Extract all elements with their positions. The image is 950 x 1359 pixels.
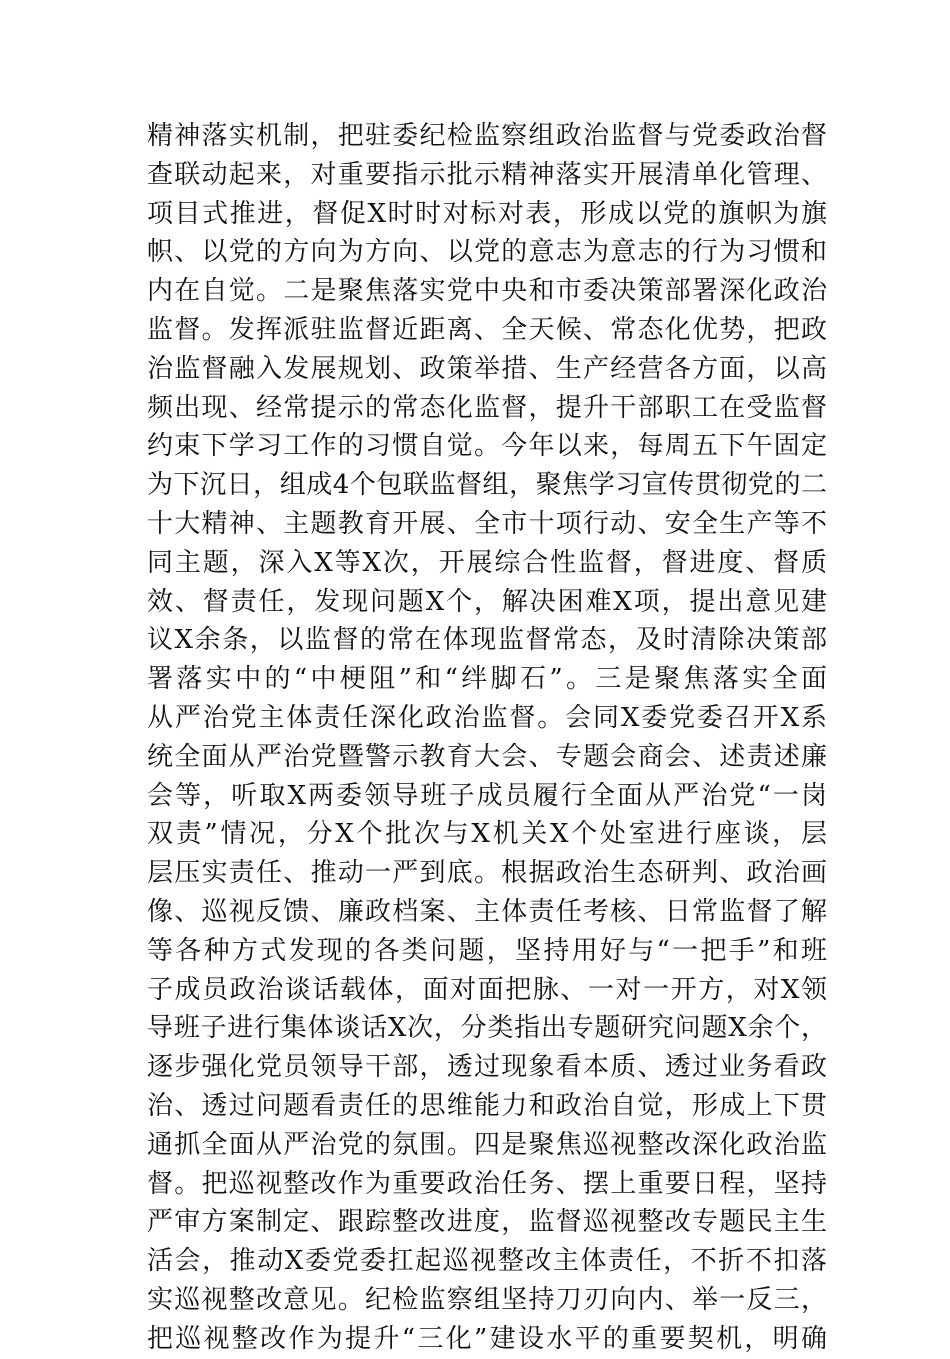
text-line: 督。把巡视整改作为重要政治任务、摆上重要日程，坚持 <box>147 1168 827 1199</box>
text-line: 监督。发挥派驻监督近距离、全天候、常态化优势，把政 <box>147 314 827 345</box>
text-line: 从严治党主体责任深化政治监督。会同X委党委召开X系 <box>147 702 827 733</box>
text-line: 治、透过问题看责任的思维能力和政治自觉，形成上下贯 <box>147 1090 827 1121</box>
text-line: 双责”情况，分X个批次与X机关X个处室进行座谈，层 <box>147 819 827 850</box>
text-line: 同主题，深入X等X次，开展综合性监督，督进度、督质 <box>147 547 827 578</box>
text-line: 治监督融入发展规划、政策举措、生产经营各方面，以高 <box>147 353 827 384</box>
text-line: 约束下学习工作的习惯自觉。今年以来，每周五下午固定 <box>147 431 827 462</box>
text-line: 通抓全面从严治党的氛围。四是聚焦巡视整改深化政治监 <box>147 1129 827 1160</box>
text-line: 查联动起来，对重要指示批示精神落实开展清单化管理、 <box>147 159 827 190</box>
text-line: 像、巡视反馈、廉政档案、主体责任考核、日常监督了解 <box>147 896 827 927</box>
text-line: 会等，听取X两委领导班子成员履行全面从严治党“一岗 <box>147 780 827 811</box>
text-line: 层压实责任、推动一严到底。根据政治生态研判、政治画 <box>147 858 827 889</box>
text-line: 频出现、经常提示的常态化监督，提升干部职工在受监督 <box>147 392 827 423</box>
text-line: 议X余条，以监督的常在体现监督常态，及时清除决策部 <box>147 625 827 656</box>
text-line: 活会，推动X委党委扛起巡视整改主体责任，不折不扣落 <box>147 1246 827 1277</box>
text-line: 为下沉日，组成4个包联监督组，聚焦学习宣传贯彻党的二 <box>147 470 827 501</box>
text-line: 内在自觉。二是聚焦落实党中央和市委决策部署深化政治 <box>147 276 827 307</box>
text-line: 子成员政治谈话载体，面对面把脉、一对一开方，对X领 <box>147 974 827 1005</box>
text-line: 统全面从严治党暨警示教育大会、专题会商会、述责述廉 <box>147 741 827 772</box>
text-line: 精神落实机制，把驻委纪检监察组政治监督与党委政治督 <box>147 121 827 151</box>
text-line: 导班子进行集体谈话X次，分类指出专题研究问题X余个， <box>147 1013 827 1044</box>
text-line: 严审方案制定、跟踪整改进度，监督巡视整改专题民主生 <box>147 1207 827 1238</box>
text-line: 帜、以党的方向为方向、以党的意志为意志的行为习惯和 <box>147 237 827 268</box>
text-line: 效、督责任，发现问题X个，解决困难X项，提出意见建 <box>147 586 827 617</box>
text-line: 项目式推进，督促X时时对标对表，形成以党的旗帜为旗 <box>147 198 827 229</box>
text-line: 署落实中的“中梗阻”和“绊脚石”。三是聚焦落实全面 <box>147 664 827 695</box>
text-line: 把巡视整改作为提升“三化”建设水平的重要契机，明确 <box>147 1323 827 1354</box>
text-line: 等各种方式发现的各类问题，坚持用好与“一把手”和班 <box>147 935 827 966</box>
text-line: 十大精神、主题教育开展、全市十项行动、安全生产等不 <box>147 508 827 539</box>
text-line: 实巡视整改意见。纪检监察组坚持刀刃向内、举一反三， <box>147 1284 827 1315</box>
text-line: 逐步强化党员领导干部，透过现象看本质、透过业务看政 <box>147 1052 827 1083</box>
body-text <box>147 117 827 1359</box>
